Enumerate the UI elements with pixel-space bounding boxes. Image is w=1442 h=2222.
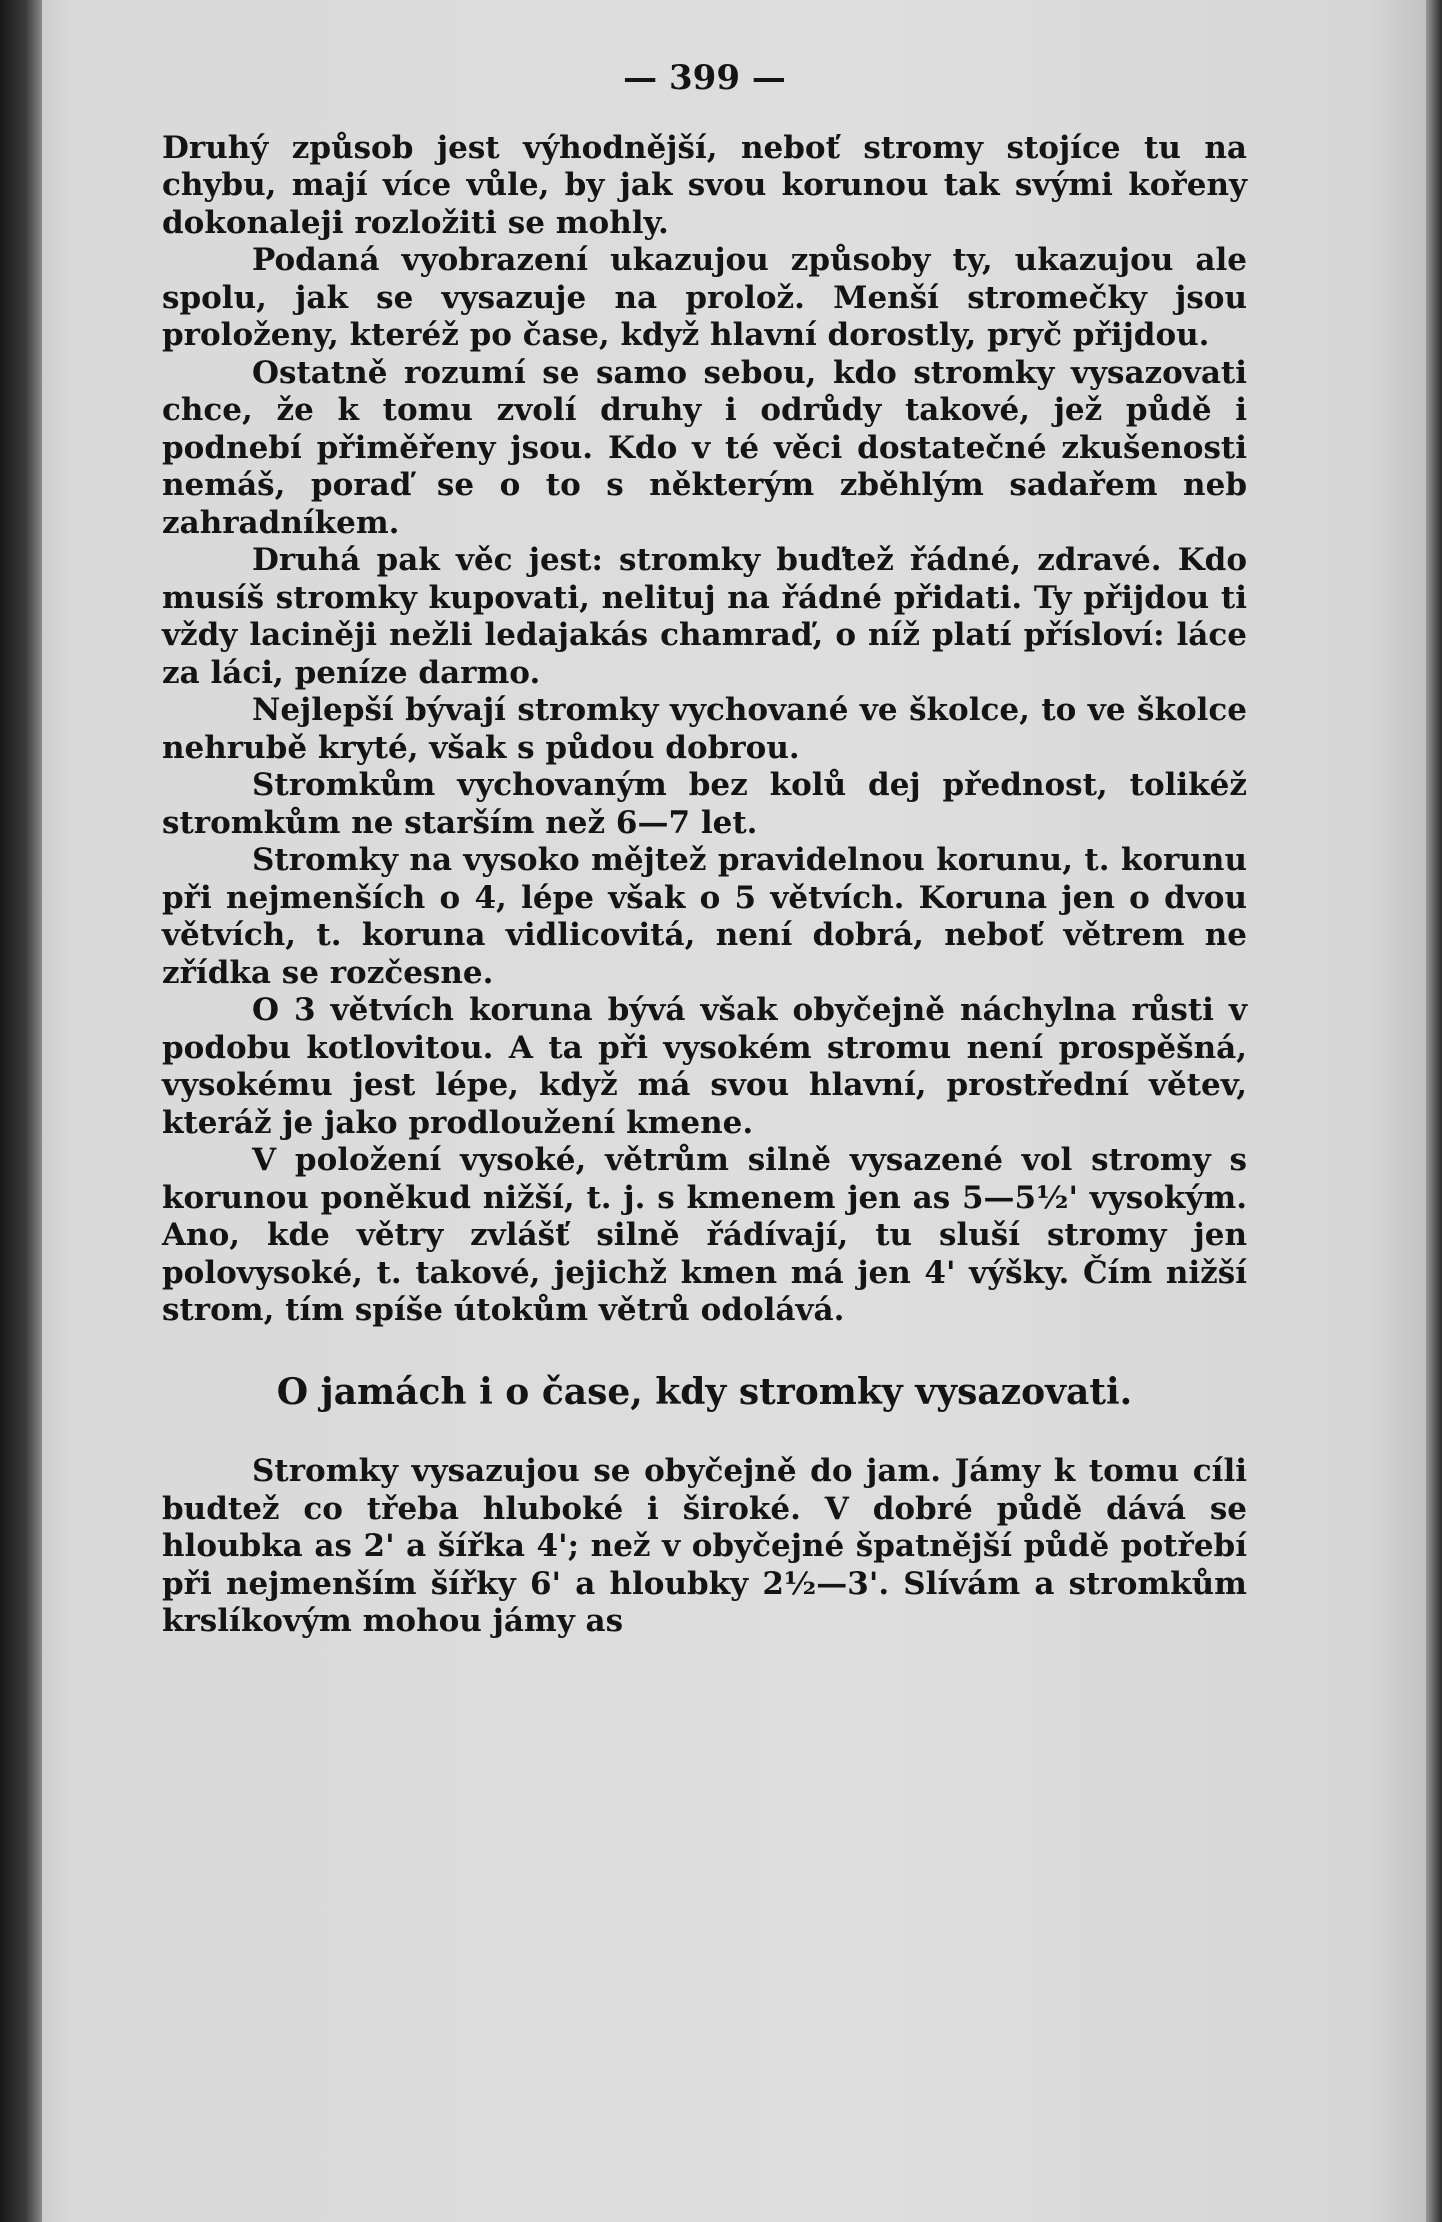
paragraph: Druhý způsob jest výhodnější, neboť stromy stojíce tu na chybu, mají více vůle, by jak svou korunou tak svými kořeny dokonaleji rozložiti se mohly. xyxy=(162,129,1247,241)
page-number: — 399 — xyxy=(623,58,786,98)
paragraph: Podaná vyobrazení ukazujou způsoby ty, ukazujou ale spolu, jak se vysazuje na prolož. Menší stromečky jsou proloženy, kteréž po čase, když hlavní dorostly, pryč přijdou. xyxy=(162,242,1247,353)
paragraph: Ostatně rozumí se samo sebou, kdo stromky vysazovati chce, že k tomu zvolí druhy i odrůdy takové, jež půdě i podnebí přiměřeny jsou. Kdo v té věci dostatečné zkušenosti nemáš, poraď se o to s některým zběhlým sadařem neb zahradníkem. xyxy=(162,354,1247,541)
paragraph: O 3 větvích koruna bývá však obyčejně náchylna růsti v podobu kotlovitou. A ta při vysokém stromu není prospěšná, vysokému jest lépe, když má svou hlavní, prostřední větev, kteráž je jako prodloužení kmene. xyxy=(162,992,1247,1141)
page-edge-shadow xyxy=(1426,0,1442,2222)
paragraph: Stromky na vysoko mějtež pravidelnou korunu, t. korunu při nejmenších o 4, lépe však o 5 větvích. Koruna jen o dvou větvích, t. koruna vidlicovitá, není dobrá, neboť větrem ne zřídka se rozčesne. xyxy=(162,842,1247,991)
paragraph: Nejlepší bývají stromky vychované ve školce, to ve školce nehrubě kryté, však s půdou dobrou. xyxy=(162,692,1247,766)
paragraph: Stromky vysazujou se obyčejně do jam. Jámy k tomu cíli budtež co třeba hluboké i široké. V dobré půdě dává se hloubka as 2' a šířka 4'; než v obyčejné špatnější půdě potřebí při nejmenším šířky 6' a hloubky 2½—3'. Slívám a stromkům krslíkovým mohou jámy as xyxy=(162,1453,1247,1639)
paragraph: V položení vysoké, větrům silně vysazené vol stromy s korunou poněkud nižší, t. j. s kmenem jen as 5—5½' vysokým. Ano, kde větry zvlášť silně řádívají, tu sluší stromy jen polovysoké, t. takové, jejichž kmen má jen 4' výšky. Čím nižší strom, tím spíše útokům větrů odolává. xyxy=(162,1142,1247,1328)
paragraph: Stromkům vychovaným bez kolů dej přednost, tolikéž stromkům ne starším než 6—7 let. xyxy=(162,767,1247,841)
section-heading: O jamách i o čase, kdy stromky vysazovati. xyxy=(276,1370,1133,1413)
paragraph: Druhá pak věc jest: stromky buďtež řádné, zdravé. Kdo musíš stromky kupovati, nelituj na řádné přidati. Ty přijdou ti vždy laciněji nežli ledajakás chamraď, o níž platí přísloví: láce za láci, peníze darmo. xyxy=(162,542,1247,691)
page-binding-shadow xyxy=(0,0,42,2222)
page-text xyxy=(162,60,1247,1641)
